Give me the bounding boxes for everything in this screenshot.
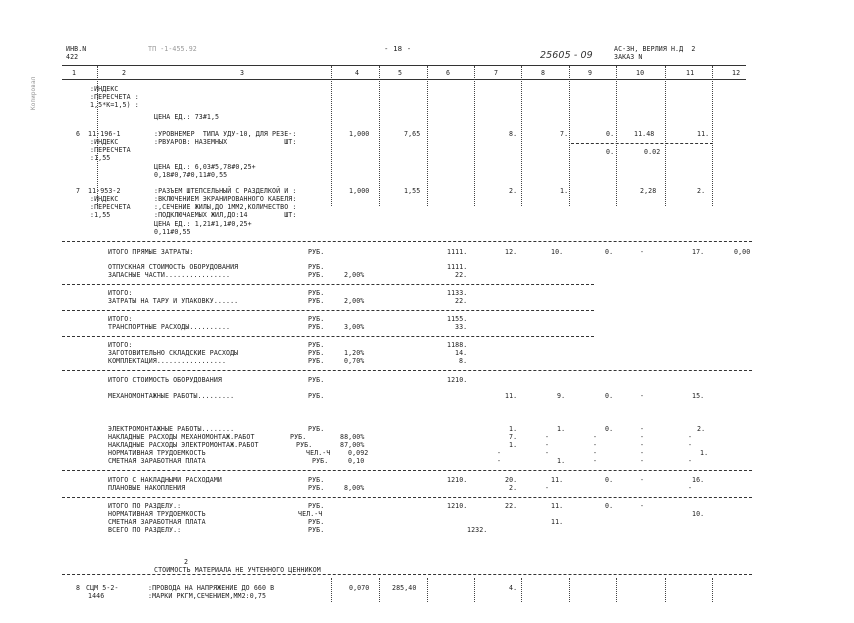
- block-c6: 1210.: [447, 476, 468, 484]
- section-rule: [62, 470, 752, 471]
- block-label: ТРАНСПОРТНЫЕ РАСХОДЫ..........: [108, 323, 231, 331]
- total-c6: 1111.: [447, 248, 468, 256]
- total-label: МЕХАНОМОНТАЖНЫЕ РАБОТЫ.........: [108, 392, 235, 400]
- block-value: 1155.: [447, 315, 468, 323]
- item-percent: 0,092: [348, 449, 369, 457]
- item-c7: 7.: [509, 433, 518, 441]
- row-c10: 2,28: [640, 187, 657, 195]
- col-12: 12: [732, 69, 741, 77]
- item-unit: РУБ.: [290, 433, 307, 441]
- col-10: 10: [636, 69, 645, 77]
- item-c10: -: [640, 441, 645, 449]
- block-percent: 2,00%: [344, 297, 365, 305]
- item-c11: -: [688, 433, 693, 441]
- block-unit: РУБ.: [308, 271, 325, 279]
- block-c11: -: [688, 484, 693, 492]
- section-rule: [62, 310, 594, 311]
- side-note: Копировал: [30, 76, 37, 110]
- total-label: ИТОГО ПРЯМЫЕ ЗАТРАТЫ:: [108, 248, 194, 256]
- total-c9: 0.: [605, 392, 614, 400]
- item-c7: 1.: [509, 425, 518, 433]
- block-label: ИТОГО ПО РАЗДЕЛУ.:: [108, 502, 182, 510]
- item-c9: -: [593, 449, 598, 457]
- item-c7: 1.: [509, 441, 518, 449]
- col-8: 8: [541, 69, 546, 77]
- block-c7: 22.: [505, 502, 518, 510]
- item-unit: РУБ.: [312, 457, 329, 465]
- row-price-formula: ЦЕНА ЕД.: 1,21#1,1#0,25+: [154, 220, 252, 228]
- col-sep: [521, 578, 522, 602]
- row-description: :,СЕЧЕНИЕ ЖИЛЫ,ДО 1ММ2,КОЛИЧЕСТВО :: [154, 203, 297, 211]
- block-c7: 2.: [509, 484, 518, 492]
- row-qty: 1,000: [349, 187, 370, 195]
- col-sep: [427, 578, 428, 602]
- item-percent: 0,10: [348, 457, 365, 465]
- block-unit: РУБ.: [308, 297, 325, 305]
- col-1: 1: [72, 69, 77, 77]
- item-label: НАКЛАДНЫЕ РАСХОДЫ ЭЛЕКТРОМОНТАЖ.РАБОТ: [108, 441, 259, 449]
- page-number: - 18 -: [384, 44, 412, 53]
- block-label: ПЛАНОВЫЕ НАКОПЛЕНИЯ: [108, 484, 186, 492]
- block-label: СМЕТНАЯ ЗАРАБОТНАЯ ПЛАТА: [108, 518, 206, 526]
- total-c10: -: [640, 392, 645, 400]
- row-description: :МАРКИ РКГМ,СЕЧЕНИЕМ,ММ2:0,75: [148, 592, 267, 600]
- item-c9: -: [593, 457, 598, 465]
- row-code: 11-196-1: [88, 130, 121, 138]
- block-c7: 20.: [505, 476, 518, 484]
- block-value: 14.: [455, 349, 468, 357]
- header-rule-bottom: [62, 79, 746, 80]
- col-sep: [331, 66, 332, 206]
- total-c10: -: [640, 248, 645, 256]
- doc-code: ТП -1-455.92: [148, 45, 197, 53]
- row-subrule: [571, 143, 713, 144]
- row-description: :РВУАРОВ: НАЗЕМНЫХ ШТ:: [154, 138, 297, 146]
- block-value: 33.: [455, 323, 468, 331]
- block-value: 22.: [455, 297, 468, 305]
- section-rule: [62, 284, 594, 285]
- row-price: 1,55: [404, 187, 421, 195]
- row-line: :ИНДЕКС: [90, 195, 119, 203]
- block-label: ЗАТРАТЫ НА ТАРУ И УПАКОВКУ......: [108, 297, 239, 305]
- item-unit: РУБ.: [308, 425, 325, 433]
- item-c9: -: [593, 433, 598, 441]
- item-label: НАКЛАДНЫЕ РАСХОДЫ МЕХАНОМОНТАЖ.РАБОТ: [108, 433, 255, 441]
- row-price-formula: ЦЕНА ЕД.: 6,03#5,78#0,25+: [154, 163, 256, 171]
- col-sep: [665, 578, 666, 602]
- row-qty: 1,000: [349, 130, 370, 138]
- block-unit: РУБ.: [308, 349, 325, 357]
- row-c10: 11.48: [634, 130, 655, 138]
- col-9: 9: [588, 69, 593, 77]
- item-c8: 1.: [557, 425, 566, 433]
- col-sep: [712, 66, 713, 206]
- section2-title: СТОИМОСТЬ МАТЕРИАЛА НЕ УЧТЕННОГО ЦЕННИКОМ: [154, 566, 321, 574]
- row-line: :ПЕРЕСЧЕТА: [90, 146, 131, 154]
- row-c8: 7.: [560, 130, 569, 138]
- block-unit: РУБ.: [308, 315, 325, 323]
- col-sep: [427, 66, 428, 206]
- block-percent: 3,00%: [344, 323, 365, 331]
- block-c8: 11.: [551, 476, 564, 484]
- item-c9: 0.: [605, 425, 614, 433]
- col-sep: [616, 66, 617, 206]
- total-c9: 0.: [605, 248, 614, 256]
- row-line: :ПЕРЕСЧЕТА :: [90, 93, 139, 101]
- col-sep: [474, 578, 475, 602]
- block-value: 1111.: [447, 263, 468, 271]
- total-c6: 1210.: [447, 376, 468, 384]
- block-unit: ЧЕЛ.-Ч: [298, 510, 323, 518]
- block-percent: 1,20%: [344, 349, 365, 357]
- total-c7: 12.: [505, 248, 518, 256]
- section-rule: [62, 574, 752, 575]
- block-label: ИТОГО:: [108, 341, 133, 349]
- block-c8: 11.: [551, 518, 564, 526]
- row-description: :ПРОВОДА НА НАПРЯЖЕНИЕ ДО 660 В: [148, 584, 275, 592]
- row-line: :ПЕРЕСЧЕТА: [90, 203, 131, 211]
- row-number: 8: [76, 584, 81, 592]
- block-unit: РУБ.: [308, 502, 325, 510]
- item-percent: 87,00%: [340, 441, 365, 449]
- block-unit: РУБ.: [308, 323, 325, 331]
- item-c8: 1.: [557, 457, 566, 465]
- row-code: 1446: [88, 592, 105, 600]
- col-sep: [616, 578, 617, 602]
- total-label: ИТОГО СТОИМОСТЬ ОБОРУДОВАНИЯ: [108, 376, 222, 384]
- block-label: ЗАГОТОВИТЕЛЬНО СКЛАДСКИЕ РАСХОДЫ: [108, 349, 239, 357]
- item-c8: -: [545, 441, 550, 449]
- header-right-line2: ЗАКАЗ N: [614, 53, 643, 61]
- col-5: 5: [398, 69, 403, 77]
- total-unit: РУБ.: [308, 392, 325, 400]
- row-c7: 8.: [509, 130, 518, 138]
- section2-number: 2: [184, 558, 189, 566]
- row-code: СЦМ 5-2-: [86, 584, 119, 592]
- item-c10: -: [640, 457, 645, 465]
- col-sep: [665, 66, 666, 206]
- block-c10: -: [640, 502, 645, 510]
- total-c11: 17.: [692, 248, 705, 256]
- item-c10: -: [640, 425, 645, 433]
- block-label: КОМПЛЕКТАЦИЯ.................: [108, 357, 227, 365]
- header-rule-top: [62, 65, 746, 66]
- row-line: :ИНДЕКС: [90, 85, 119, 93]
- col-sep: [474, 66, 475, 206]
- row-c7: 2.: [509, 187, 518, 195]
- block-label: НОРМАТИВНАЯ ТРУДОЕМКОСТЬ: [108, 510, 206, 518]
- col-sep: [331, 578, 332, 602]
- col-6: 6: [446, 69, 451, 77]
- header-right-line1: АС-3Н, ВЕРЛИЯ Н.Д 2: [614, 45, 696, 53]
- block-unit: РУБ.: [308, 263, 325, 271]
- block-percent: 8,00%: [344, 484, 365, 492]
- row-number: 7: [76, 187, 81, 195]
- block-c11: 10.: [692, 510, 705, 518]
- row-line: 1,5*К=1,5) :: [90, 101, 139, 109]
- inv-label: ИНВ.N: [66, 45, 87, 53]
- block-label: ЗАПАСНЫЕ ЧАСТИ................: [108, 271, 231, 279]
- handwritten-code: 25605 - 09: [540, 50, 593, 61]
- item-c7: -: [497, 457, 502, 465]
- block-label: ИТОГО:: [108, 289, 133, 297]
- block-unit: РУБ.: [308, 357, 325, 365]
- item-unit: РУБ.: [296, 441, 313, 449]
- row-description: :РАЗЪЕМ ШТЕПСЕЛЬНЫЙ С РАЗДЕЛКОЙ И :: [154, 187, 297, 195]
- total-c7: 11.: [505, 392, 518, 400]
- block-unit: РУБ.: [308, 526, 325, 534]
- col-sep: [569, 66, 570, 206]
- row-line: :1,55: [90, 211, 111, 219]
- block-c8: 11.: [551, 502, 564, 510]
- total-unit: РУБ.: [308, 248, 325, 256]
- item-c11: 2.: [697, 425, 706, 433]
- row-c11: 11.: [697, 130, 710, 138]
- row-price: 7,65: [404, 130, 421, 138]
- section-rule: [62, 241, 752, 242]
- section-rule: [62, 497, 752, 498]
- item-label: ЭЛЕКТРОМОНТАЖНЫЕ РАБОТЫ........: [108, 425, 235, 433]
- row-code: 11-953-2: [88, 187, 121, 195]
- item-c11: -: [688, 457, 693, 465]
- item-c10: -: [640, 433, 645, 441]
- total-c11: 15.: [692, 392, 705, 400]
- item-unit: ЧЕЛ.-Ч: [306, 449, 331, 457]
- row-line: :1,55: [90, 154, 111, 162]
- row-c8: 1.: [560, 187, 569, 195]
- row-line: :ИНДЕКС: [90, 138, 119, 146]
- block-label: ОТПУСКНАЯ СТОИМОСТЬ ОБОРУДОВАНИЯ: [108, 263, 239, 271]
- col-11: 11: [686, 69, 695, 77]
- block-unit: РУБ.: [308, 518, 325, 526]
- section-rule: [62, 336, 594, 337]
- row-price: 285,40: [392, 584, 417, 592]
- col-7: 7: [494, 69, 499, 77]
- item-c11: 1.: [700, 449, 709, 457]
- total-unit: РУБ.: [308, 376, 325, 384]
- row-c7: 4.: [509, 584, 518, 592]
- block-c9: 0.: [605, 476, 614, 484]
- block-label: ИТОГО:: [108, 315, 133, 323]
- item-c8: -: [545, 433, 550, 441]
- row-description: :ПОДКЛЮЧАЕМЫХ ЖИЛ,ДО:14 ШТ:: [154, 211, 297, 219]
- col-sep: [569, 578, 570, 602]
- block-unit: РУБ.: [308, 484, 325, 492]
- block-unit: РУБ.: [308, 341, 325, 349]
- block-label: ВСЕГО ПО РАЗДЕЛУ.:: [108, 526, 182, 534]
- col-sep: [712, 578, 713, 602]
- col-sep: [521, 66, 522, 206]
- row-price-formula: ЦЕНА ЕД.: 73#1,5: [154, 113, 220, 121]
- row-c10b: 0.02: [644, 148, 661, 156]
- block-percent: 0,70%: [344, 357, 365, 365]
- block-c11: 16.: [692, 476, 705, 484]
- block-value: 1188.: [447, 341, 468, 349]
- block-c9: 0.: [605, 502, 614, 510]
- block-c10: -: [640, 476, 645, 484]
- item-percent: 88,00%: [340, 433, 365, 441]
- col-sep: [379, 66, 380, 206]
- total-c8: 9.: [557, 392, 566, 400]
- section-rule: [62, 370, 752, 371]
- row-price-formula: 0,18#0,7#0,11#0,55: [154, 171, 228, 179]
- item-label: НОРМАТИВНАЯ ТРУДОЕМКОСТЬ: [108, 449, 206, 457]
- block-c6: 1210.: [447, 502, 468, 510]
- row-description: :УРОВНЕМЕР ТИПА УДУ-10, ДЛЯ РЕЗЕ-:: [154, 130, 297, 138]
- row-description: :ВКЛЮЧЕНИЕМ ЭКРАНИРОВАННОГО КАБЕЛЯ:: [154, 195, 297, 203]
- total-c8: 10.: [551, 248, 564, 256]
- block-grand-total: 1232.: [467, 526, 488, 534]
- item-c11: -: [688, 441, 693, 449]
- row-number: 6: [76, 130, 81, 138]
- block-value: 22.: [455, 271, 468, 279]
- total-c12: 0,00: [734, 248, 751, 256]
- item-c10: -: [640, 449, 645, 457]
- inv-number: 422: [66, 53, 79, 61]
- col-3: 3: [240, 69, 245, 77]
- row-c9: 0.: [606, 130, 615, 138]
- item-c9: -: [593, 441, 598, 449]
- block-label: ИТОГО С НАКЛАДНЫМИ РАСХОДАМИ: [108, 476, 222, 484]
- item-label: СМЕТНАЯ ЗАРАБОТНАЯ ПЛАТА: [108, 457, 206, 465]
- item-c8: -: [545, 449, 550, 457]
- col-4: 4: [355, 69, 360, 77]
- col-2: 2: [122, 69, 127, 77]
- row-c9b: 0.: [606, 148, 615, 156]
- col-sep: [379, 578, 380, 602]
- row-qty: 0,070: [349, 584, 370, 592]
- block-unit: РУБ.: [308, 289, 325, 297]
- block-c8: -: [545, 484, 550, 492]
- row-c11: 2.: [697, 187, 706, 195]
- block-value: 1133.: [447, 289, 468, 297]
- row-price-formula: 0,11#0,55: [154, 228, 191, 236]
- item-c7: -: [497, 449, 502, 457]
- block-value: 8.: [459, 357, 468, 365]
- block-unit: РУБ.: [308, 476, 325, 484]
- block-percent: 2,00%: [344, 271, 365, 279]
